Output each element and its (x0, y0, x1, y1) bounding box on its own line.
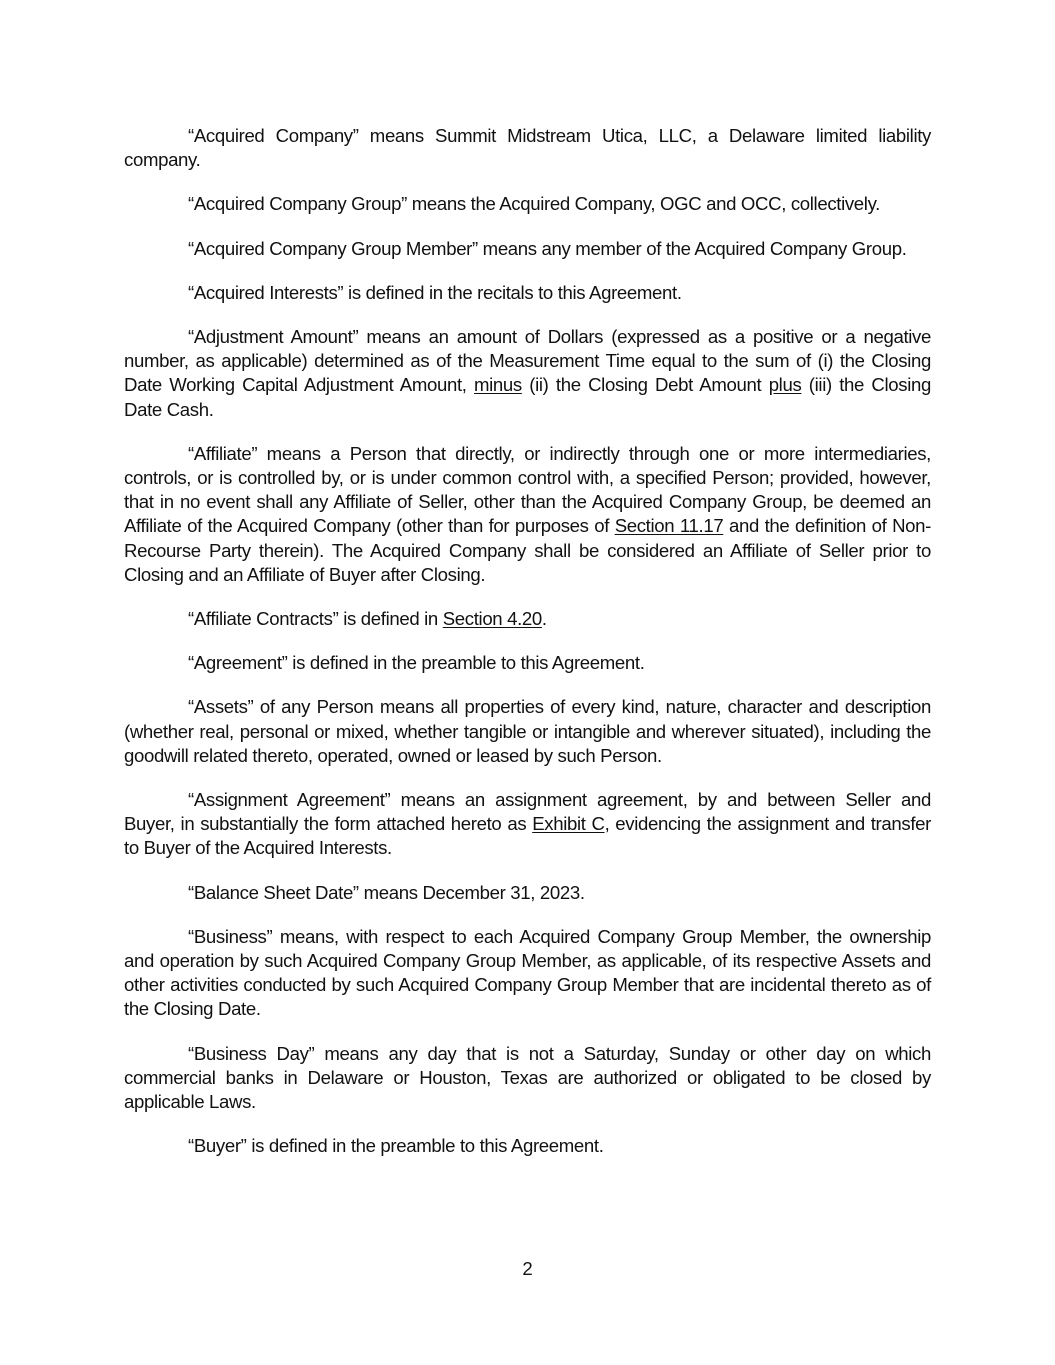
definition-paragraph (124, 925, 931, 1022)
definition-text: “Acquired Interests” is defined in the recitals to this Agreement. (188, 281, 682, 303)
definition-text: . (541, 608, 547, 630)
definition-text: “Agreement” is defined in the preamble to this Agreement. (188, 652, 645, 674)
definition-text: , evidencing the assignment and transfer to Buyer of the Acquired Interests. (124, 813, 931, 859)
section-reference: Section 4.20 (442, 608, 542, 630)
underlined-term: plus (768, 374, 802, 396)
definition-paragraph (124, 788, 931, 861)
definition-text: “Business” means, with respect to each Acquired Company Group Member, the ownership and operation by such Acquired Company Group Member, as applicable, of its respective Assets and other activities conducted by such Acquired Company Group Member that are incidental thereto as of the Closing Date. (124, 925, 931, 1020)
exhibit-reference: Exhibit C (532, 813, 605, 835)
page-number: 2 (522, 1258, 533, 1279)
definition-text: “Assets” of any Person means all properties of every kind, nature, character and description (whether real, personal or mixed, whether tangible or intangible and wherever situated), including the goodwill related thereto, operated, owned or leased by such Person. (124, 696, 931, 766)
section-reference: Section 11.17 (614, 515, 724, 537)
definition-paragraph (124, 281, 931, 305)
definition-text: “Balance Sheet Date” means December 31, 2023. (188, 881, 585, 903)
definition-paragraph (124, 124, 931, 172)
definition-paragraph (124, 192, 931, 216)
definition-text: (iii) the Closing Date Cash. (124, 374, 931, 420)
definition-paragraph (124, 1134, 931, 1158)
definitions-section (124, 124, 931, 1179)
definition-text: “Adjustment Amount” means an amount of Dollars (expressed as a positive or a negative number, as applicable) determined as of the Measurement Time equal to the sum of (i) the Closing Date Working Capital Adjustment Amount, (124, 326, 931, 396)
underlined-term: minus (473, 374, 522, 396)
definition-text: (ii) the Closing Debt Amount (521, 374, 769, 396)
definition-paragraph (124, 237, 931, 261)
definition-paragraph (124, 695, 931, 768)
definition-text: “Acquired Company” means Summit Midstream Utica, LLC, a Delaware limited liability company. (124, 125, 931, 171)
definition-paragraph (124, 442, 931, 587)
definition-text: “Business Day” means any day that is not a Saturday, Sunday or other day on which commercial banks in Delaware or Houston, Texas are authorized or obligated to be closed by applicable Laws. (124, 1042, 931, 1113)
definition-paragraph (124, 881, 931, 905)
definition-text: and the definition of Non-Recourse Party therein). The Acquired Company shall be considered an Affiliate of Seller prior to Closing and an Affiliate of Buyer after Closing. (124, 515, 931, 585)
definition-text: “Affiliate Contracts” is defined in (188, 608, 443, 630)
definition-paragraph (124, 325, 931, 422)
definition-paragraph (124, 651, 931, 675)
definition-text: “Assignment Agreement” means an assignment agreement, by and between Seller and Buyer, in substantially the form attached hereto as (124, 789, 931, 835)
definition-text: “Affiliate” means a Person that directly, or indirectly through one or more intermediaries, controls, or is controlled by, or is under common control with, a specified Person; provided, however, that in no event shall any Affiliate of Seller, other than the Acquired Company Group, be deemed an Affiliate of the Acquired Company (other than for purposes of (124, 442, 931, 537)
definition-text: “Acquired Company Group Member” means any member of the Acquired Company Group. (188, 237, 907, 259)
definition-text: “Acquired Company Group” means the Acquired Company, OGC and OCC, collectively. (188, 193, 880, 215)
definition-paragraph (124, 1042, 931, 1115)
definition-paragraph (124, 607, 931, 631)
definition-text: “Buyer” is defined in the preamble to this Agreement. (188, 1135, 604, 1157)
